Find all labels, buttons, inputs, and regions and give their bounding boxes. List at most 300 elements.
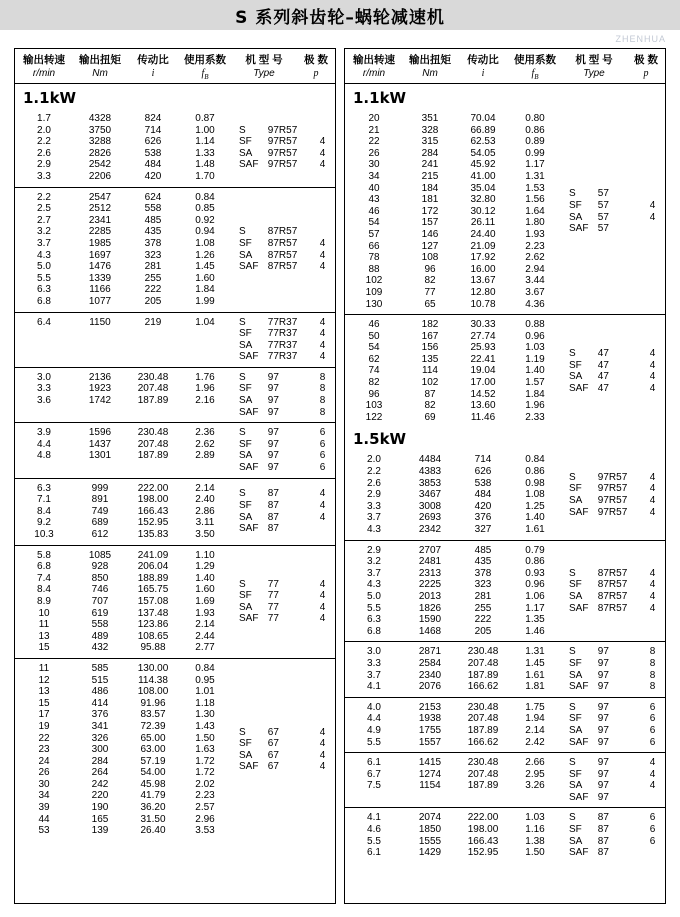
type-row: [561, 579, 665, 591]
cell-service-factor: 1.31: [525, 646, 545, 658]
table-row: [15, 148, 231, 160]
cell-output-speed: 4.3: [367, 524, 381, 535]
table-row: [15, 159, 231, 171]
type-number: 87: [597, 812, 609, 824]
cell-service-factor: 3.11: [195, 517, 215, 529]
type-row: [561, 681, 665, 693]
cell-ratio: 327: [474, 524, 492, 535]
table-row: [15, 642, 231, 654]
numeric-rows: [345, 545, 561, 638]
cell-service-factor: 1.17: [525, 602, 545, 614]
cell-output-torque: 156: [421, 342, 439, 354]
type-number: 57: [597, 211, 609, 223]
cell-service-factor: 0.80: [525, 113, 545, 124]
cell-output-torque: 891: [91, 494, 109, 506]
cell-output-torque: 1596: [88, 427, 112, 439]
type-column: [231, 113, 335, 183]
cell-output-speed: 3.0: [37, 371, 51, 383]
table-row: [345, 824, 561, 836]
right-table-header: [345, 49, 665, 84]
cell-ratio: 31.50: [140, 813, 166, 825]
type-prefix: SA: [239, 395, 253, 407]
type-number: 47: [597, 371, 609, 383]
cell-output-speed: 17: [38, 709, 50, 721]
type-row: [561, 836, 665, 848]
cell-ratio: 230.48: [137, 427, 169, 439]
table-row: [15, 125, 231, 137]
table-row: [15, 744, 231, 756]
type-prefix: SAF: [569, 382, 589, 394]
type-poles: 4: [649, 506, 656, 518]
cell-ratio: 16.00: [470, 263, 496, 275]
type-poles: 4: [649, 757, 656, 769]
type-row: [561, 670, 665, 682]
numeric-rows: [15, 483, 231, 541]
type-row: [231, 613, 335, 625]
cell-service-factor: 0.98: [525, 477, 545, 489]
cell-output-speed: 4.4: [367, 713, 381, 725]
cell-ratio: 114.38: [138, 674, 168, 686]
table-row: [15, 113, 231, 125]
data-block: [15, 422, 335, 477]
type-number: 87R57: [267, 237, 298, 249]
cell-ratio: 187.89: [467, 669, 499, 681]
cell-output-torque: 315: [421, 136, 439, 148]
table-row: [15, 273, 231, 285]
cell-output-speed: 22: [368, 136, 380, 148]
cell-service-factor: 0.87: [195, 113, 215, 124]
cell-ratio: 166.43: [467, 835, 499, 847]
cell-output-speed: 8.4: [37, 505, 51, 517]
cell-service-factor: 1.93: [525, 228, 545, 240]
numeric-rows: [15, 192, 231, 308]
cell-output-torque: 2826: [88, 147, 112, 159]
type-number: 77: [267, 613, 279, 625]
cell-ratio: 166.62: [467, 681, 499, 693]
type-number: 97R57: [267, 124, 298, 136]
type-row: [561, 495, 665, 507]
type-prefix: S: [239, 124, 246, 136]
table-row: [15, 733, 231, 745]
right-column: [344, 48, 666, 904]
cell-ratio: 207.48: [137, 438, 169, 450]
type-prefix: SA: [569, 495, 583, 507]
cell-output-speed: 3.2: [37, 226, 51, 238]
table-row: [15, 383, 231, 395]
table-row: [345, 603, 561, 615]
cell-output-torque: 181: [421, 194, 439, 206]
cell-ratio: 63.00: [140, 744, 166, 756]
cell-output-torque: 2074: [418, 812, 442, 824]
cell-ratio: 91.96: [140, 697, 166, 709]
type-prefix: SAF: [239, 523, 259, 535]
watermark-text: ZHENHUA: [615, 34, 666, 44]
cell-service-factor: 1.64: [525, 205, 545, 217]
type-number: 67: [267, 738, 279, 750]
right-block-list-1: [345, 109, 665, 427]
cell-output-torque: 2136: [88, 371, 112, 383]
type-prefix: SF: [569, 713, 582, 725]
cell-service-factor: 1.19: [525, 353, 545, 365]
type-poles: 4: [319, 761, 326, 773]
type-poles: [640, 223, 665, 235]
table-row: [345, 556, 561, 568]
cell-output-torque: 1938: [418, 713, 442, 725]
cell-output-torque: 284: [421, 147, 439, 159]
cell-ratio: 70.04: [470, 113, 496, 124]
numeric-rows: [345, 113, 561, 310]
cell-output-speed: 6.8: [37, 295, 51, 307]
cell-service-factor: 1.70: [195, 170, 215, 182]
type-poles: 8: [319, 371, 326, 383]
numeric-rows: [15, 663, 231, 837]
table-row: [345, 812, 561, 824]
cell-ratio: 17.00: [470, 377, 496, 389]
cell-output-speed: 2.0: [37, 124, 51, 136]
type-number: 67: [267, 726, 279, 738]
type-poles: 6: [319, 438, 326, 450]
numeric-rows: [15, 113, 231, 183]
cell-output-speed: 6.1: [367, 847, 381, 859]
type-number: 87R57: [267, 261, 298, 273]
type-poles: 4: [319, 147, 326, 159]
cell-output-speed: 2.2: [367, 466, 381, 478]
cell-service-factor: 1.45: [195, 261, 215, 273]
type-row: [561, 792, 665, 804]
header-output-speed: 输出转速: [353, 54, 395, 66]
cell-ratio: 30.33: [470, 319, 496, 331]
cell-output-torque: 1429: [418, 847, 442, 859]
type-prefix: SF: [239, 328, 252, 340]
cell-output-torque: 1274: [418, 768, 442, 780]
cell-ratio: 241.09: [137, 549, 169, 561]
table-row: [15, 427, 231, 439]
cell-output-speed: 4.9: [367, 724, 381, 736]
type-prefix: SF: [239, 738, 252, 750]
cell-output-speed: 54: [368, 217, 380, 229]
header-poles: 极 数: [634, 54, 658, 66]
cell-service-factor: 1.40: [195, 572, 215, 584]
cell-output-speed: 6.3: [37, 284, 51, 296]
type-number: 97: [597, 757, 609, 769]
table-row: [15, 584, 231, 596]
type-prefix: S: [569, 567, 576, 579]
cell-ratio: 27.74: [470, 330, 496, 342]
cell-output-torque: 326: [91, 732, 109, 744]
cell-output-speed: 24: [38, 755, 50, 767]
cell-service-factor: 1.50: [525, 847, 545, 859]
cell-service-factor: 0.84: [195, 191, 215, 203]
cell-output-torque: 515: [91, 674, 109, 686]
cell-output-torque: 2512: [88, 203, 112, 215]
type-row: [561, 824, 665, 836]
type-prefix: SAF: [569, 506, 589, 518]
type-number: 87: [597, 847, 609, 859]
cell-output-torque: 1985: [88, 237, 112, 249]
type-poles: 8: [649, 657, 656, 669]
type-poles: 4: [649, 567, 656, 579]
table-row: [345, 737, 561, 749]
type-poles: 4: [649, 199, 656, 211]
cell-output-torque: 1697: [88, 249, 112, 261]
cell-service-factor: 1.10: [195, 549, 215, 561]
table-row: [15, 767, 231, 779]
cell-output-torque: 146: [421, 228, 439, 240]
cell-output-torque: 184: [421, 182, 439, 194]
cell-service-factor: 1.00: [195, 124, 215, 136]
type-number: 97: [597, 724, 609, 736]
cell-output-speed: 21: [368, 124, 380, 136]
type-prefix: SA: [239, 450, 253, 462]
cell-service-factor: 3.44: [525, 275, 545, 287]
type-row: [231, 340, 335, 352]
cell-output-torque: 1476: [88, 261, 112, 273]
cell-output-torque: 2153: [418, 701, 442, 713]
type-poles: 4: [319, 511, 326, 523]
type-number: 97: [267, 462, 279, 474]
right-block-list-2: [345, 450, 665, 862]
unit-rmin: r/min: [32, 68, 56, 79]
cell-output-torque: 2341: [88, 214, 112, 226]
cell-output-torque: 1154: [419, 780, 441, 792]
type-poles: [640, 188, 665, 200]
cell-ratio: 54.00: [140, 767, 166, 779]
table-row: [345, 702, 561, 714]
type-row: [231, 602, 335, 614]
type-poles: 4: [649, 382, 656, 394]
cell-service-factor: 1.57: [525, 377, 545, 389]
cell-output-speed: 130: [365, 298, 383, 310]
cell-output-torque: 1826: [418, 602, 442, 614]
table-row: [15, 450, 231, 462]
cell-output-torque: 2076: [418, 681, 442, 693]
cell-output-torque: 432: [91, 642, 109, 654]
table-row: [345, 646, 561, 658]
cell-ratio: 166.62: [467, 736, 499, 748]
type-poles: 8: [649, 669, 656, 681]
catalog-table-page: [14, 48, 666, 904]
cell-output-speed: 12: [38, 674, 50, 686]
type-number: 77R37: [267, 351, 298, 363]
cell-ratio: 12.80: [470, 286, 496, 298]
cell-ratio: 137.48: [137, 607, 169, 619]
type-prefix: SAF: [239, 406, 259, 418]
type-prefix: SAF: [239, 462, 259, 474]
cell-output-torque: 1415: [418, 757, 442, 769]
cell-ratio: 165.75: [137, 584, 169, 596]
type-row: [561, 737, 665, 749]
table-row: [15, 573, 231, 585]
cell-output-speed: 2.0: [367, 454, 381, 466]
type-prefix: SAF: [569, 223, 589, 235]
type-row: [231, 750, 335, 762]
table-row: [15, 226, 231, 238]
type-row: [561, 780, 665, 792]
cell-output-speed: 8.4: [37, 584, 51, 596]
cell-service-factor: 0.95: [195, 674, 215, 686]
cell-service-factor: 1.72: [195, 767, 215, 779]
cell-ratio: 207.48: [467, 657, 499, 669]
cell-output-torque: 2707: [418, 544, 442, 556]
cell-output-speed: 7.4: [37, 572, 51, 584]
type-poles: 6: [649, 812, 656, 824]
type-prefix: SF: [239, 237, 252, 249]
cell-service-factor: 0.92: [195, 214, 215, 226]
cell-output-torque: 114: [422, 365, 438, 377]
cell-output-torque: 746: [91, 584, 109, 596]
type-prefix: SAF: [569, 681, 589, 693]
cell-ratio: 222: [144, 284, 162, 296]
cell-output-torque: 3750: [88, 124, 112, 136]
type-prefix: S: [239, 226, 246, 238]
cell-output-torque: 619: [91, 607, 109, 619]
cell-output-torque: 139: [91, 825, 109, 837]
type-row: [561, 847, 665, 859]
cell-output-torque: 1166: [89, 284, 111, 296]
table-row: [345, 331, 561, 343]
table-row: [345, 780, 561, 792]
cell-service-factor: 0.84: [195, 662, 215, 674]
table-row: [15, 372, 231, 384]
type-poles: 8: [319, 395, 326, 407]
table-row: [15, 675, 231, 687]
type-number: 97: [267, 371, 279, 383]
cell-service-factor: 2.44: [195, 630, 215, 642]
type-row: [231, 523, 335, 535]
table-row: [345, 658, 561, 670]
cell-service-factor: 3.53: [195, 825, 215, 837]
type-row: [561, 200, 665, 212]
cell-output-torque: 190: [91, 802, 109, 814]
cell-service-factor: 1.60: [195, 272, 215, 284]
cell-ratio: 206.04: [137, 561, 169, 573]
type-poles: 4: [319, 261, 326, 273]
table-row: [15, 686, 231, 698]
cell-ratio: 255: [144, 272, 162, 284]
cell-ratio: 255: [474, 602, 492, 614]
cell-ratio: 484: [144, 159, 162, 171]
type-number: 87: [267, 500, 279, 512]
type-prefix: S: [239, 488, 246, 500]
type-number: 97R57: [597, 506, 628, 518]
cell-service-factor: 4.36: [525, 298, 545, 310]
type-row: [231, 351, 335, 363]
type-row: [561, 223, 665, 235]
cell-output-speed: 57: [368, 228, 380, 240]
type-number: 87: [267, 511, 279, 523]
cell-output-speed: 5.5: [367, 602, 381, 614]
type-prefix: SA: [569, 780, 583, 792]
cell-output-torque: 2206: [88, 170, 112, 182]
cell-output-speed: 5.0: [367, 590, 381, 602]
cell-ratio: 152.95: [467, 847, 499, 859]
table-row: [345, 389, 561, 401]
cell-ratio: 45.92: [470, 159, 496, 171]
cell-service-factor: 1.16: [525, 824, 545, 836]
type-number: 97: [267, 395, 279, 407]
table-row: [345, 354, 561, 366]
table-row: [345, 299, 561, 311]
cell-ratio: 485: [474, 544, 492, 556]
type-row: [561, 348, 665, 360]
type-prefix: SA: [239, 601, 253, 613]
cell-output-torque: 77: [424, 286, 436, 298]
cell-service-factor: 2.14: [195, 619, 215, 631]
type-row: [231, 238, 335, 250]
type-row: [231, 226, 335, 238]
data-block: [15, 187, 335, 312]
type-column: [561, 646, 665, 692]
cell-output-torque: 414: [91, 697, 109, 709]
cell-output-torque: 1742: [88, 395, 112, 407]
cell-service-factor: 3.67: [525, 286, 545, 298]
cell-output-speed: 4.8: [37, 450, 51, 462]
data-block: [345, 540, 665, 642]
type-poles: 6: [319, 427, 326, 439]
table-row: [15, 284, 231, 296]
cell-ratio: 187.89: [137, 450, 169, 462]
type-poles: [640, 847, 665, 859]
cell-output-speed: 2.2: [37, 191, 51, 203]
cell-service-factor: 1.75: [525, 701, 545, 713]
type-poles: 6: [649, 824, 656, 836]
table-row: [345, 400, 561, 412]
cell-output-speed: 22: [38, 732, 50, 744]
data-block: [15, 109, 335, 187]
cell-output-torque: 157: [421, 217, 439, 229]
cell-output-torque: 2342: [418, 524, 442, 535]
cell-service-factor: 1.81: [525, 681, 545, 693]
table-row: [15, 825, 231, 837]
type-prefix: SAF: [569, 791, 589, 803]
cell-output-torque: 2542: [88, 159, 112, 171]
type-prefix: SA: [569, 371, 583, 383]
type-number: 87: [267, 488, 279, 500]
cell-output-speed: 4.4: [37, 438, 51, 450]
unit-nm: Nm: [92, 68, 108, 79]
cell-output-torque: 220: [91, 790, 109, 802]
header-service-factor: 使用系数: [514, 54, 556, 66]
cell-service-factor: 1.03: [525, 812, 545, 824]
table-row: [15, 756, 231, 768]
cell-output-torque: 215: [421, 170, 439, 182]
cell-output-speed: 3.3: [367, 657, 381, 669]
unit-p: p: [313, 68, 319, 79]
type-column: [561, 702, 665, 748]
cell-service-factor: 1.61: [525, 524, 545, 535]
cell-ratio: 626: [474, 466, 492, 478]
cell-service-factor: 0.93: [525, 567, 545, 579]
type-poles: 8: [319, 383, 326, 395]
cell-output-speed: 2.6: [367, 477, 381, 489]
type-prefix: SA: [239, 749, 253, 761]
type-row: [561, 360, 665, 372]
table-row: [345, 836, 561, 848]
cell-ratio: 323: [144, 249, 162, 261]
type-number: 97: [267, 427, 279, 439]
cell-ratio: 420: [144, 170, 162, 182]
type-row: [231, 125, 335, 137]
cell-output-torque: 376: [91, 709, 109, 721]
cell-output-speed: 74: [368, 365, 380, 377]
table-row: [345, 365, 561, 377]
table-row: [345, 159, 561, 171]
cell-output-speed: 5.0: [37, 261, 51, 273]
table-row: [345, 466, 561, 478]
cell-output-torque: 182: [421, 319, 439, 331]
cell-service-factor: 1.56: [525, 194, 545, 206]
table-row: [15, 517, 231, 529]
